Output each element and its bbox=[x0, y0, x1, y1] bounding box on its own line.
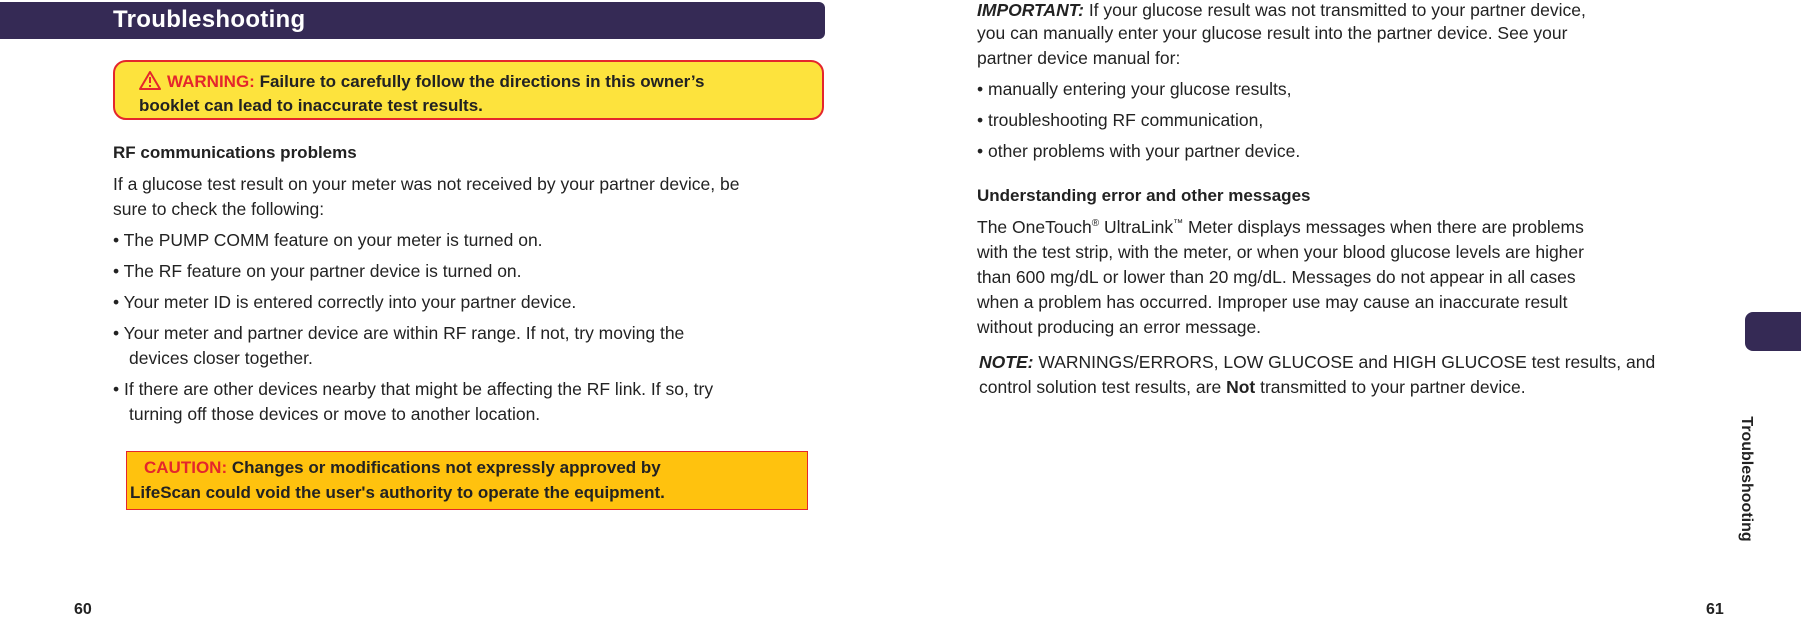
rf-heading: RF communications problems bbox=[113, 143, 357, 162]
important-label: IMPORTANT: bbox=[977, 0, 1084, 20]
warning-label: WARNING: bbox=[167, 72, 255, 91]
rf-bullet-continued: turning off those devices or move to another location. bbox=[129, 404, 541, 424]
errors-text-a: The OneTouch bbox=[977, 217, 1092, 237]
important-text-1: If your glucose result was not transmitted to your partner device, bbox=[1088, 0, 1586, 20]
rf-bullet: • Your meter ID is entered correctly into your partner device. bbox=[113, 292, 577, 312]
registered-mark: ® bbox=[1091, 218, 1100, 230]
rf-bullet: • The RF feature on your partner device is turned on. bbox=[113, 261, 522, 281]
trademark-mark: ™ bbox=[1173, 218, 1184, 230]
rf-bullet: • If there are other devices nearby that might be affecting the RF link. If so, try bbox=[113, 379, 714, 399]
errors-line-2: with the test strip, with the meter, or when your blood glucose levels are higher bbox=[977, 242, 1584, 262]
important-line-3: partner device manual for: bbox=[977, 48, 1181, 68]
errors-line-5: without producing an error message. bbox=[977, 317, 1262, 337]
important-line-1 bbox=[977, 0, 1586, 21]
warning-box bbox=[113, 60, 824, 120]
rf-bullet: • The PUMP COMM feature on your meter is turned on. bbox=[113, 230, 543, 250]
rf-bullet: • Your meter and partner device are within RF range. If not, try moving the bbox=[113, 323, 685, 343]
section-tab bbox=[1745, 312, 1801, 351]
note-line-1 bbox=[979, 352, 1655, 373]
errors-line-3: than 600 mg/dL or lower than 20 mg/dL. Messages do not appear in all cases bbox=[977, 267, 1576, 287]
note-text-2b: transmitted to your partner device. bbox=[1255, 377, 1526, 397]
note-not: Not bbox=[1226, 377, 1256, 397]
caution-text-2: LifeScan could void the user's authority to operate the equipment. bbox=[130, 483, 665, 502]
rf-bullet-continued: devices closer together. bbox=[129, 348, 313, 368]
errors-line-1 bbox=[977, 217, 1584, 238]
side-section-label: Troubleshooting bbox=[1738, 416, 1755, 542]
caution-label: CAUTION: bbox=[144, 458, 228, 477]
warning-text-1: Failure to carefully follow the directions in this owner’s bbox=[259, 72, 705, 91]
errors-text-c: Meter displays messages when there are problems bbox=[1183, 217, 1584, 237]
warning-line-1 bbox=[139, 70, 704, 92]
page-number-right: 61 bbox=[1706, 601, 1724, 618]
partner-bullet: • manually entering your glucose results, bbox=[977, 79, 1292, 99]
errors-text-b: UltraLink bbox=[1099, 217, 1174, 237]
note-text-2a: control solution test results, are bbox=[979, 377, 1227, 397]
warning-text-2: booklet can lead to inaccurate test results. bbox=[139, 96, 483, 115]
caution-box bbox=[126, 451, 808, 510]
errors-line-4: when a problem has occurred. Improper use may cause an inaccurate result bbox=[977, 292, 1568, 312]
page-number-left: 60 bbox=[74, 601, 92, 618]
note-text-1: WARNINGS/ERRORS, LOW GLUCOSE and HIGH GLUCOSE test results, and bbox=[1038, 352, 1656, 372]
section-title: Troubleshooting bbox=[113, 6, 306, 33]
rf-intro-line-2: sure to check the following: bbox=[113, 199, 325, 219]
partner-bullet: • other problems with your partner device. bbox=[977, 141, 1301, 161]
caution-text-1: Changes or modifications not expressly approved by bbox=[231, 458, 661, 477]
important-line-2: you can manually enter your glucose result into the partner device. See your bbox=[977, 23, 1568, 43]
note-line-2 bbox=[979, 377, 1526, 398]
rf-intro-line-1: If a glucose test result on your meter was not received by your partner device, be bbox=[113, 174, 740, 194]
partner-bullet: • troubleshooting RF communication, bbox=[977, 110, 1264, 130]
caution-line-1 bbox=[130, 458, 661, 478]
section-banner bbox=[0, 2, 825, 39]
errors-heading: Understanding error and other messages bbox=[977, 186, 1311, 205]
note-label: NOTE: bbox=[979, 352, 1034, 372]
warning-triangle-icon bbox=[139, 70, 161, 90]
